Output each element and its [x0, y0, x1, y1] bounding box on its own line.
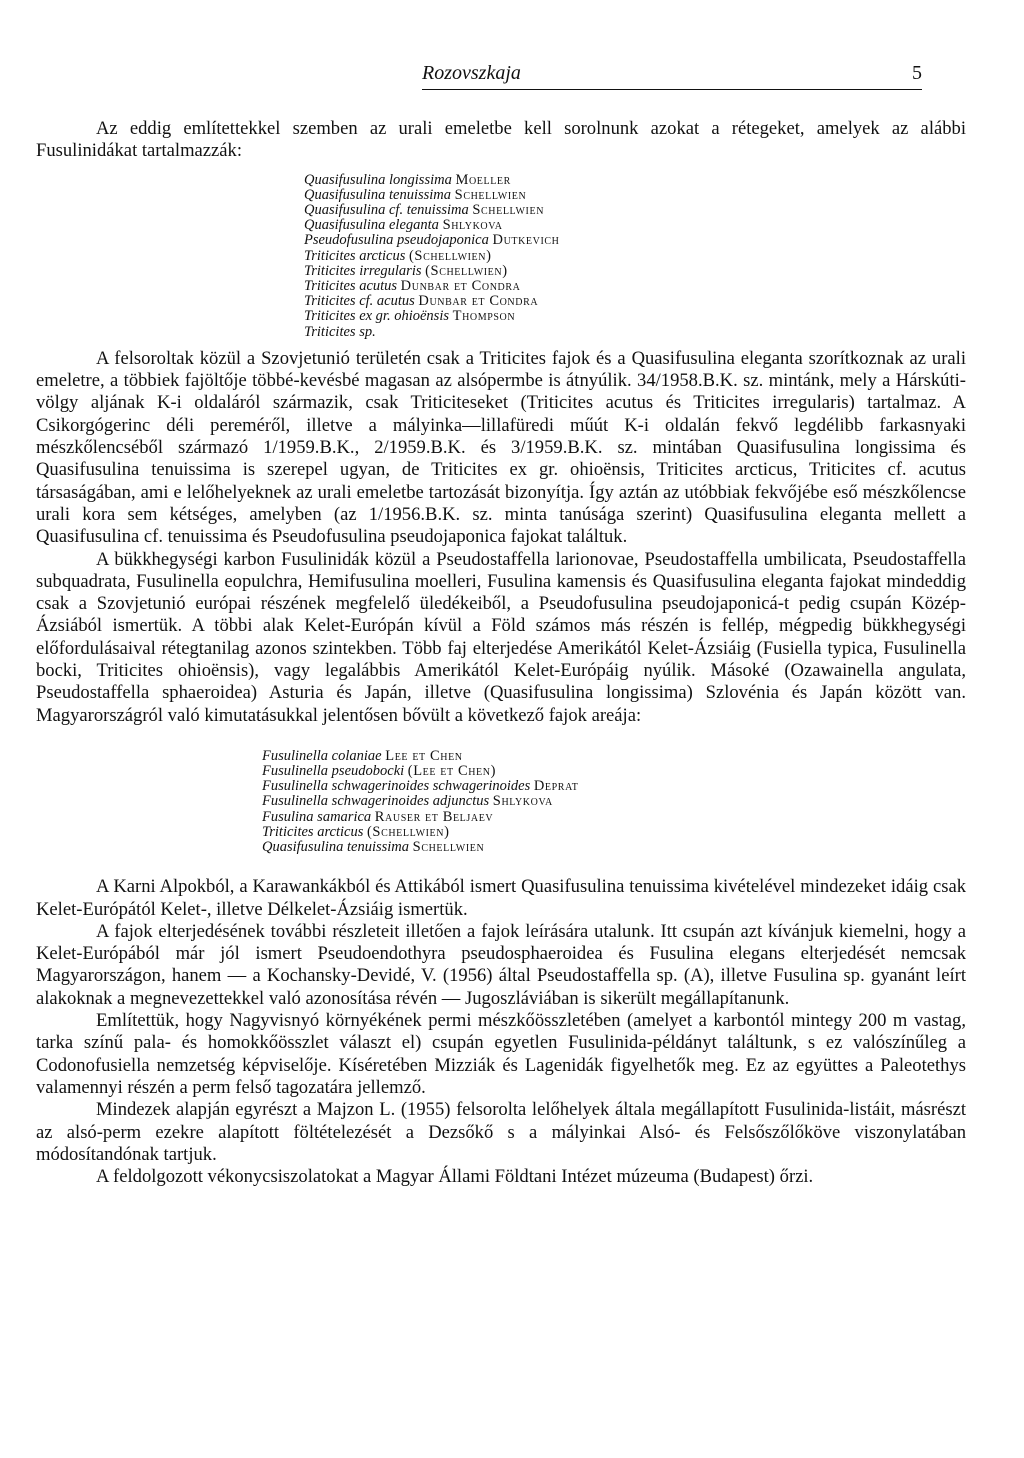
list-item: Triticites arcticus (Schellwien) — [304, 247, 492, 264]
header-rule — [422, 89, 922, 90]
body-paragraph: A felsoroltak közül a Szovjetunió területén csak a Triticites fajok és a Quasifusulina eleganta szorítkoznak az urali emeletre, a többiek fajöltője többé-kevésbé magasan az alsópermbe is átnyúlik. 34/1958.B.K. sz. mintánk, mely a Hárskúti-völgy aljának K-i oldaláról származik, csak Triticiteseket (Triticites acutus és Triticites irregularis) tartalmaz. A Csikorgógerinc déli pereméről, illetve a mályinka—lillafüredi műút K-i oldalán fekvő legdélibb farkasnyaki mészkőlencséből származó 1/1959.B.K., 2/1959.B.K. és 3/1959.B.K. sz. mintában Quasifusulina longissima és Quasifusulina tenuissima is szerepel ugyan, de Triticites ex gr. ohioënsis, Triticites arcticus, Triticites cf. acutus társaságában, ami e lelőhelyeknek az urali emeletbe tartozását bizonyítja. Így aztán az utóbbiak fekvőjébe eső mészkőlencse urali kora sem kétséges, amelyben (az 1/1956.B.K. sz. minta tanúsága szerint) Quasifusulina eleganta mellett a Quasifusulina cf. tenuissima és Pseudofusulina pseudojaponica fajokat találtuk. — [36, 347, 966, 548]
species-list-urali — [304, 173, 966, 340]
list-item: Quasifusulina tenuissima Schellwien — [304, 186, 527, 203]
list-item: Fusulinella schwagerinoides schwagerinoides Deprat — [262, 778, 579, 795]
body-paragraph: A feldolgozott vékonycsiszolatokat a Magyar Állami Földtani Intézet múzeuma (Budapest) őrzi. — [96, 1166, 814, 1188]
page-number: 5 — [912, 62, 922, 84]
body-paragraph: A Karni Alpokból, a Karawankákból és Attikából ismert Quasifusulina tenuissima kivételével mindezeket idáig csak Kelet-Európától Kelet-, illetve Délkelet-Ázsiáig ismertük. — [36, 876, 966, 920]
list-item: Fusulinella pseudobocki (Lee et Chen) — [262, 763, 497, 780]
intro-paragraph: Az eddig említettekkel szemben az urali emeletbe kell sorolnunk azokat a rétegeket, amelyek az alábbi Fusulinidákat tartalmazzák: — [36, 118, 966, 162]
page-body — [36, 118, 966, 1188]
body-paragraph: A bükkhegységi karbon Fusulinidák közül a Pseudostaffella larionovae, Pseudostaffella umbilicata, Pseudostaffella subquadrata, Fusulinella eopulchra, Hemifusulina moelleri, Fusulina kamensis és Quasifusulina eleganta fajokat mindeddig csak a Szovjetunió európai részének megfelelő üledékeiből, a Pseudofusulina pseudojaponicá-t pedig csupán Közép-Ázsiából ismertük. A többi alak Kelet-Európán kívül a Föld számos más részén is fellép, mégpedig bükkhegységi előfordulásaival rétegtanilag azonos szintekben. Több faj elterjedése Amerikától Kelet-Ázsiáig (Fusiella typica, Fusulinella bocki, Triticites ohioënsis), vagy legalábbis Amerikától Kelet-Európáig nyúlik. Másoké (Ozawainella angulata, Pseudostaffella sphaeroidea) Asturia és Japán, illetve (Quasifusulina longissima) Szlovénia és Japán között van. Magyarországról való kimutatásukkal jelentősen bővült a következő fajok areája: — [36, 548, 966, 726]
list-item: Fusulinella schwagerinoides adjunctus Shlykova — [262, 793, 553, 810]
list-item: Quasifusulina eleganta Shlykova — [304, 217, 503, 234]
list-item: Triticites acutus Dunbar et Condra — [304, 278, 521, 295]
list-item: Triticites sp. — [304, 323, 376, 340]
list-item: Pseudofusulina pseudojaponica Dutkevich — [304, 232, 560, 249]
body-paragraph: Mindezek alapján egyrészt a Majzon L. (1955) felsorolta lelőhelyek általa megállapított Fusulinida-listáit, másrészt az alsó-perm ezekre alapított föltételezését a Dezsőkő s a mályinkai Alsó- és Felsőszőlőköve viszonylatában módosítandónak tartjuk. — [36, 1099, 966, 1165]
list-item: Triticites irregularis (Schellwien) — [304, 262, 508, 279]
list-item: Triticites arcticus (Schellwien) — [262, 823, 450, 840]
list-item: Fusulinella colaniae Lee et Chen — [262, 747, 463, 764]
list-item: Quasifusulina cf. tenuissima Schellwien — [304, 202, 545, 218]
list-item: Quasifusulina tenuissima Schellwien — [262, 839, 485, 856]
species-list-areas — [262, 749, 966, 855]
list-item: Triticites cf. acutus Dunbar et Condra — [304, 293, 539, 310]
header-author: Rozovszkaja — [422, 62, 521, 84]
running-header — [422, 62, 922, 92]
body-paragraph: A fajok elterjedésének további részleteit illetően a fajok leírására utalunk. Itt csupán azt kívánjuk kiemelni, hogy a Kelet-Európából már jól ismert Pseudoendothyra pseudosphaeroidea és Fusulina elegans elterjedését nemcsak Magyarországon, hanem — a Kochansky-Devidé, V. (1956) által Pseudostaffella sp. (A), illetve Fusulina sp. gyanánt leírt alakoknak a megnevezettekkel való azonosítása révén — Jugoszláviában is sikerült megállapítanunk. — [36, 920, 966, 1009]
list-item: Fusulina samarica Rauser et Beljaev — [262, 808, 494, 825]
body-paragraph: Említettük, hogy Nagyvisnyó környékének permi mészkőösszletében (amelyet a karbontól mintegy 200 m vastag, tarka színű pala- és homokkőösszlet választ el) csupán egyetlen Fusulinida-példányt találtunk, s ez valószínűleg a Codonofusiella nemzetség képviselője. Kíséretében Mizziák és Lagenidák figyelhetők meg. Ez az együttes a Paleotethys valamennyi részén a perm felső tagozatára jellemző. — [36, 1010, 966, 1098]
list-item: Triticites ex gr. ohioënsis Thompson — [304, 308, 516, 325]
list-item: Quasifusulina longissima Moeller — [304, 171, 511, 188]
